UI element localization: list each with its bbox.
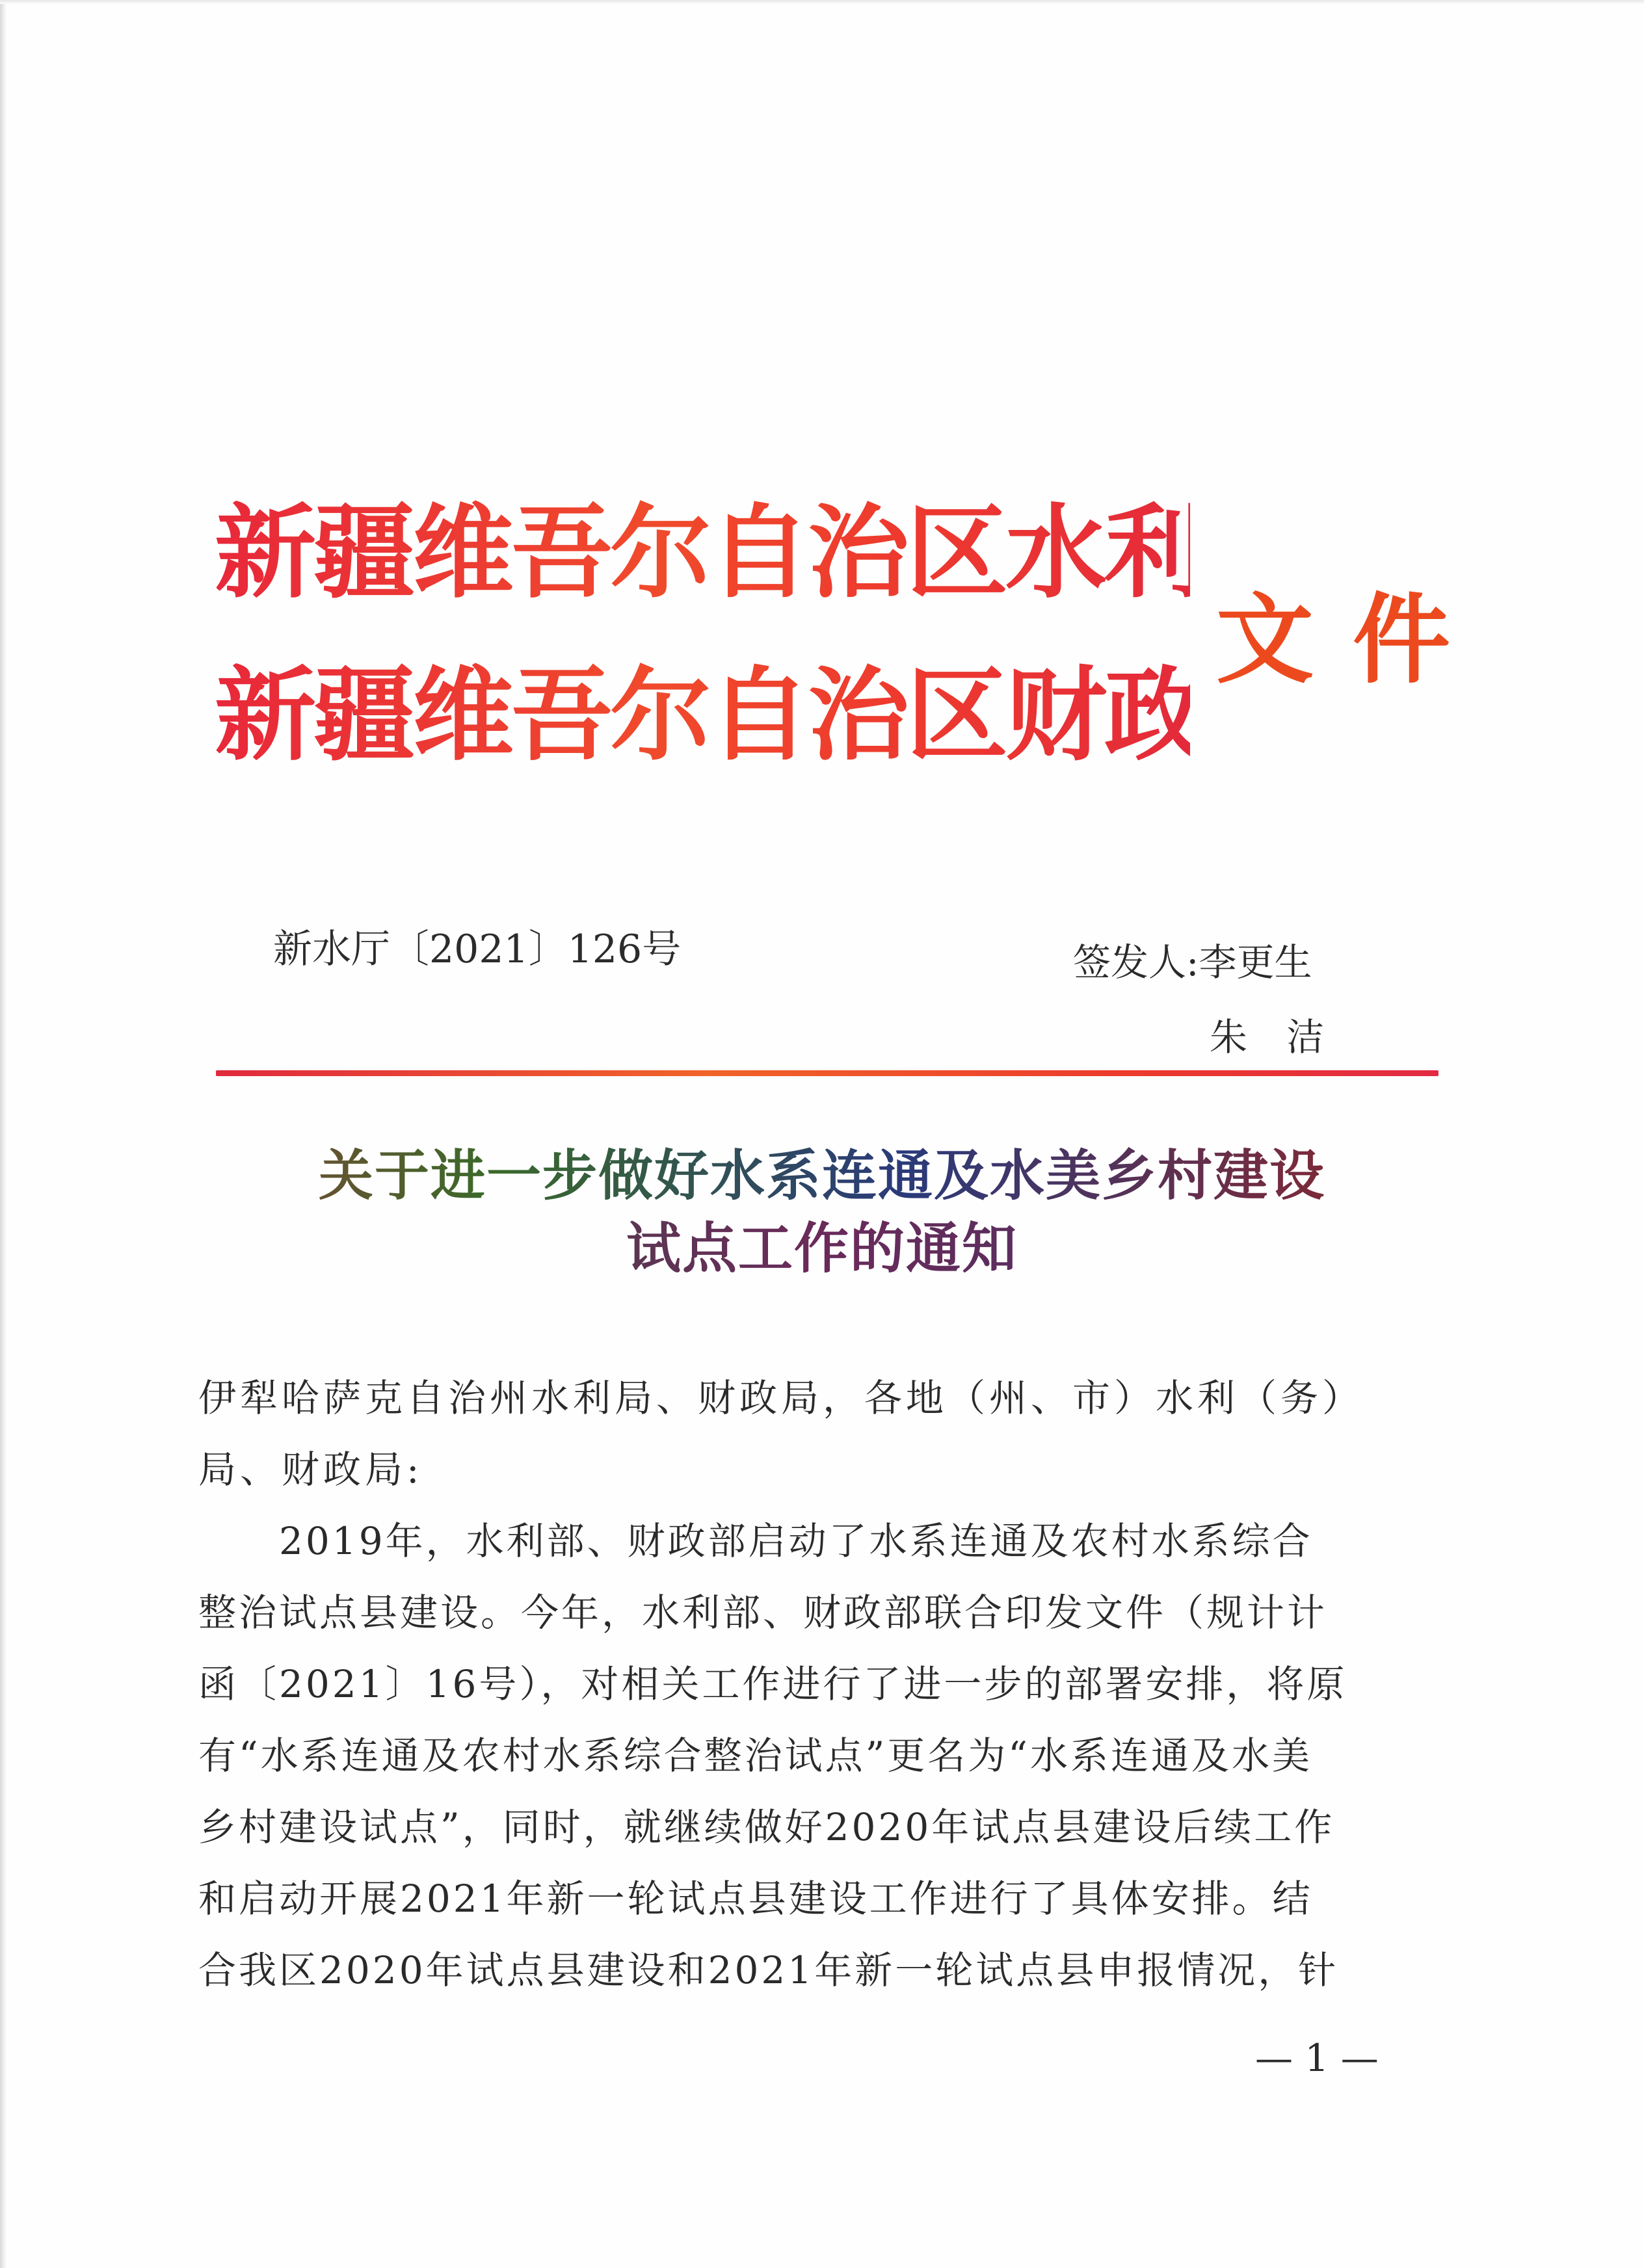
paragraph-line: 和启动开展2021年新一轮试点县建设工作进行了具体安排。结 (198, 1877, 1313, 1921)
paragraph-line: 乡村建设试点”，同时，就继续做好2020年试点县建设后续工作 (198, 1805, 1335, 1849)
page-number: — 1 — (1255, 2036, 1379, 2080)
document-number: 新水厅〔2021〕126号 (273, 927, 682, 972)
document-type-label: 文件 (1216, 584, 1490, 697)
paragraph-line: 整治试点县建设。今年，水利部、财政部联合印发文件（规计计 (198, 1590, 1328, 1635)
paragraph-line: 2019年，水利部、财政部启动了水系连通及农村水系综合 (198, 1519, 1313, 1563)
issuer-water-bureau: 新疆维吾尔自治区水利厅 (215, 494, 1302, 612)
issuer-finance-bureau: 新疆维吾尔自治区财政厅 (215, 656, 1302, 774)
document-title-line-2: 试点工作的通知 (0, 1209, 1644, 1287)
signer-primary: 签发人:李更生 (1073, 940, 1312, 984)
paragraph-line: 函〔2021〕16号），对相关工作进行了进一步的部署安排，将原 (198, 1662, 1347, 1706)
paragraph-line: 合我区2020年试点县建设和2021年新一轮试点县申报情况，针 (198, 1948, 1339, 1992)
red-divider-line (216, 1070, 1438, 1076)
paragraph-line: 有“水系连通及农村水系综合整治试点”更名为“水系连通及水美 (198, 1734, 1312, 1778)
document-title-line-1: 关于进一步做好水系连通及水美乡村建设 (0, 1137, 1644, 1215)
red-header (0, 0, 1644, 845)
salutation-line-2: 局、财政局: (198, 1447, 423, 1492)
salutation-line-1: 伊犁哈萨克自治州水利局、财政局，各地（州、市）水利（务） (198, 1376, 1364, 1420)
signer-secondary: 朱洁 (1210, 1015, 1364, 1059)
